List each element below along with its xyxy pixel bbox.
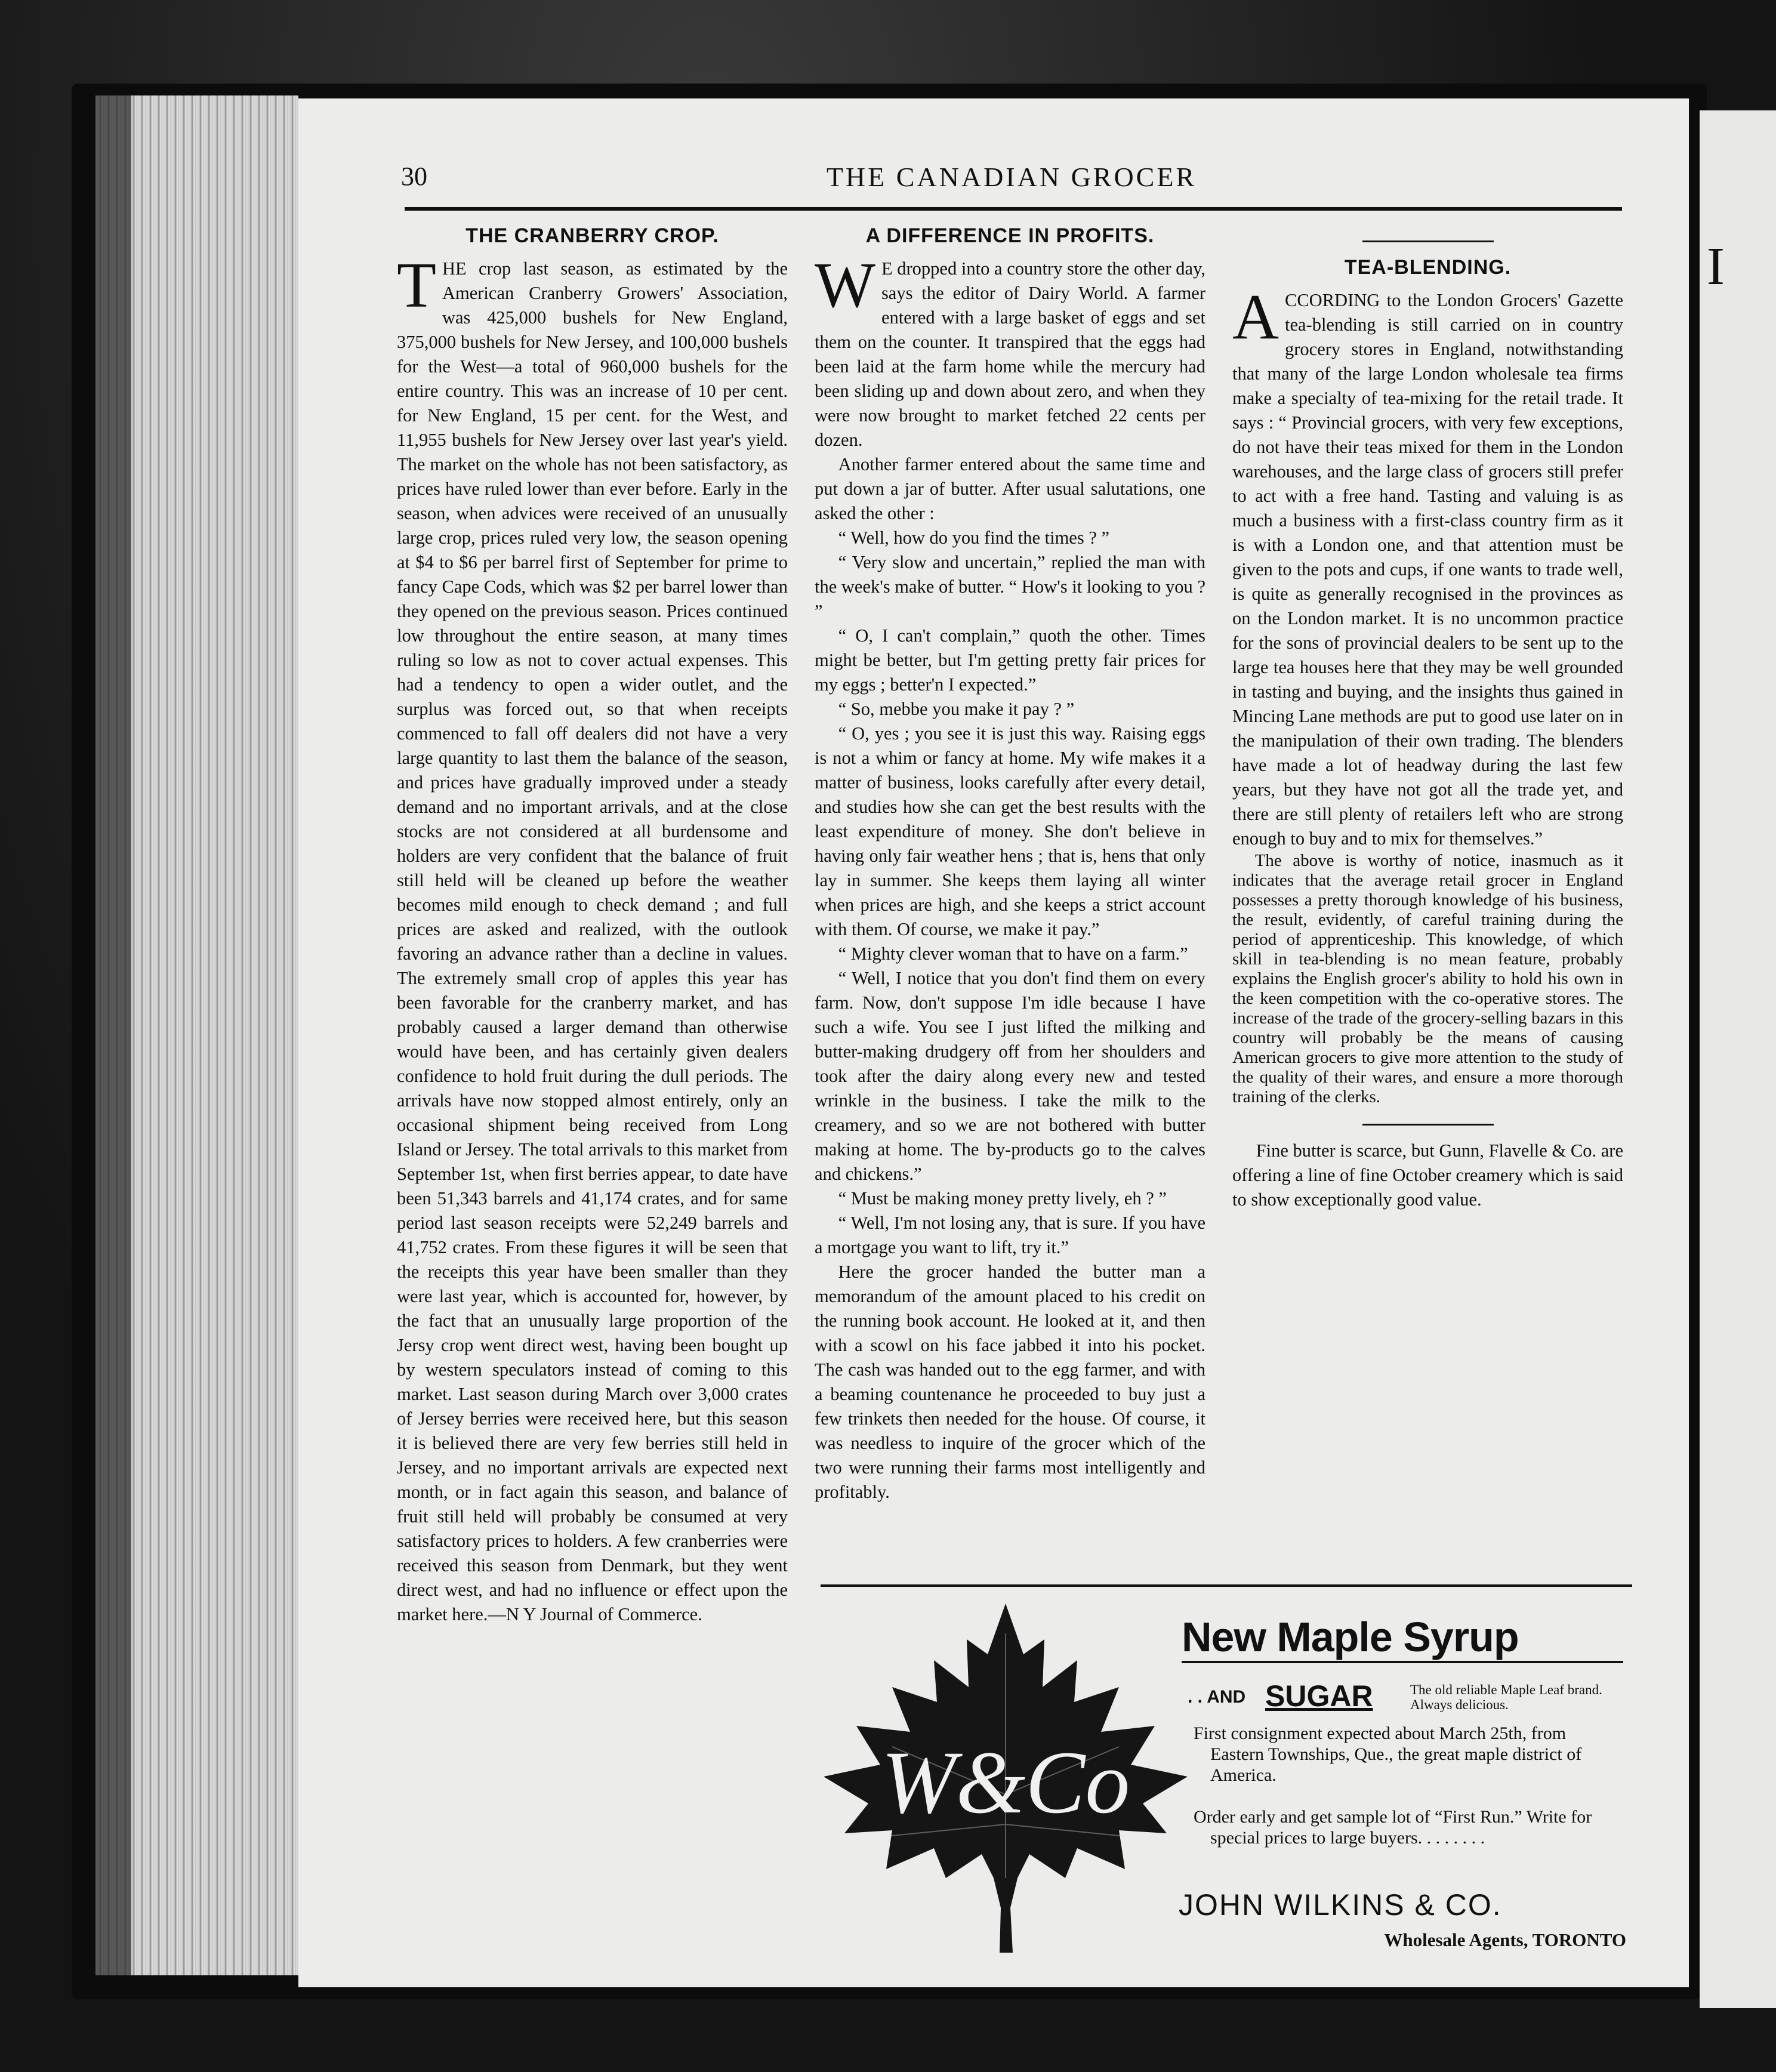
facing-page-edge: I xyxy=(1700,110,1776,2008)
ad-tagline: The old reliable Maple Leaf brand. Always delicious. xyxy=(1410,1682,1602,1712)
profits-paragraph: “ Well, I'm not losing any, that is sure. If you have a mortgage you want to lift, try it.” xyxy=(815,1213,1205,1257)
tea-paragraph: The above is worthy of notice, inasmuch as it indicates that the average retail grocer in England possesses a pretty thorough knowledge of his business, the result, evidently, of careful training during the period of apprenticeship. This knowledge, of which skill in tea-blending is no mean feature, probably explains the English grocer's ability to hold his own in the keen competition with the co-operative stores. The increase of the trade of the grocery-selling bazars in this country will probably be the means of causing American grocers to give more attention to the study of the quality of their wares, and ensure a more thorough training of the clerks. xyxy=(1232,851,1623,1106)
maple-leaf-icon xyxy=(821,1598,1191,1956)
profits-paragraph: “ Well, I notice that you don't find them on every farm. Now, don't suppose I'm idle because I have such a wife. You see I just lifted the milking and butter-making drudgery off from her shoulders and took after the dairy along every new and tested wrinkle in the business. I take the milk to the creamery, and so we are not bothered with butter making at home. The by-products go to the calves and chickens.” xyxy=(815,968,1205,1184)
advertisement-rule xyxy=(821,1584,1632,1587)
profits-paragraph: Another farmer entered about the same time and put down a jar of butter. After usual salutations, one asked the other : xyxy=(815,454,1205,523)
ad-firm-name: JOHN WILKINS & CO. xyxy=(1179,1888,1502,1922)
ad-and-label: . . AND xyxy=(1188,1687,1246,1707)
cranberry-paragraph: THE crop last season, as estimated by the American Cranberry Growers' Association, was 425,000 bushels for New England, 375,000 bushels for New Jersey, and 100,000 bushels for the West—a total of 960,000 bushels for the entire country. This was an increase of 10 per cent. for New England, 15 per cent. for the West, and 11,955 bushels for New Jersey over last year's yield. The market on the whole has not been satisfactory, as prices have ruled lower than ever before. Early in the season, when advices were received of an unusually large crop, prices ruled very low, the season opening at $4 to $6 per barrel first of September for prime to fancy Cape Cods, which was $2 per barrel lower than they opened on the previous season. Prices continued low throughout the entire season, at many times ruling so low as not to cover actual expenses. This had a tendency to open a wider outlet, and the surplus was forced out, so that when receipts commenced to fall off dealers did not have a very large quantity to last them the balance of the season, and prices have gradually improved under a steady demand and no important arrivals, and at the close stocks are not considered at all burdensome and holders are very confident that the balance of fruit still held will be cleaned up before the weather becomes mild enough to check demand ; and full prices are asked and realized, with the outlook favoring an advance rather than a decline in values. The extremely small crop of apples this year has been favorable for the cranberry market, and has probably caused a larger demand than otherwise would have been, and has certainly given dealers confidence to hold fruit during the dull periods. The arrivals have now stopped almost entirely, only an occasional shipment being received from Long Island or Jersey. The total arrivals to this market from September 1st, when first berries appear, to date have been 51,343 barrels and 41,174 crates, and for same period last season receipts were 52,249 barrels and 41,752 crates. From these figures it will be seen that the receipts this year have been smaller than they were last year, which is accounted for, however, by the fact that an unusually large proportion of the Jersy crop went direct west, having been bought up by western speculators instead of coming to this market. Last season during March over 3,000 crates of Jersey berries were received here, but this season it is believed there are very few berries still held in Jersey, and no important arrivals are expected next month, or in fact again this season, and balance of fruit still held will probably be consumed at very satisfactory prices to holders. A few cranberries were received this season from Denmark, but they went direct west, and had no influence or effect upon the market here.—N Y Journal of Commerce. xyxy=(397,250,788,1624)
profits-paragraph: “ Well, how do you find the times ? ” xyxy=(838,528,1110,548)
ad-order-text: Order early and get sample lot of “First Run.” Write for special prices to large buyers. . . . . . . . xyxy=(1194,1807,1592,1848)
profits-paragraph: “ Very slow and uncertain,” replied the man with the week's make of butter. “ How's it looking to you ? ” xyxy=(815,552,1205,621)
maple-syrup-advertisement xyxy=(821,1584,1632,1966)
page-header xyxy=(298,161,1689,197)
ad-sugar-label: SUGAR xyxy=(1265,1679,1373,1713)
page-number: 30 xyxy=(401,162,427,191)
butter-note: Fine butter is scarce, but Gunn, Flavelle & Co. are offering a line of fine October creamery which is said to show exceptionally good value. xyxy=(1232,1140,1623,1210)
column-tea xyxy=(1232,224,1623,1212)
section-rule xyxy=(1362,240,1494,242)
profits-paragraph: W E dropped into a country store the other day, says the editor of Dairy World. A farmer entered with a large basket of eggs and set them on the counter. It transpired that the eggs had been laid at the farm home while the mercury had been sliding up and down about zero, and when they were now brought to market fetched 22 cents per dozen. xyxy=(815,250,1205,450)
profits-paragraph: “ So, mebbe you make it pay ? ” xyxy=(838,699,1075,719)
ad-headline: New Maple Syrup xyxy=(1182,1614,1519,1660)
profits-paragraph: “ Must be making money pretty lively, eh ? ” xyxy=(838,1188,1167,1208)
profits-paragraph: Here the grocer handed the butter man a memorandum of the amount placed to his credit on the running book account. He looked at it, and then with a scowl on his face jabbed it into his pocket. The cash was handed out to the egg farmer, and with a beaming countenance he proceeded to buy just a few trinkets then needed for the house. Of course, it was needless to inquire of the grocer which of the two were running their farms most intelligently and profitably. xyxy=(815,1262,1205,1502)
profits-paragraph: “ O, yes ; you see it is just this way. Raising eggs is not a whim or fancy at home. My wife makes it a matter of business, looks carefully after every detail, and studies how she can get the best results with the least expenditure of money. She don't believe in having only fair weather hens ; that is, hens that only lay in summer. She keeps them laying all winter when prices are high, and she keeps a strict account with them. Of course, we make it pay.” xyxy=(815,723,1205,939)
ad-agents-line: Wholesale Agents, TORONTO xyxy=(1384,1929,1626,1950)
ad-consignment-text: First consignment expected about March 25th, from Eastern Townships, Que., the great maple district of America. xyxy=(1194,1723,1582,1785)
page-edges-shadow xyxy=(95,95,131,1975)
profits-dropcap: W xyxy=(815,250,875,321)
header-rule xyxy=(405,207,1622,211)
profits-article-title: A DIFFERENCE IN PROFITS. xyxy=(865,224,1155,247)
cranberry-dropcap: T xyxy=(397,250,436,321)
profits-paragraph: “ Mighty clever woman that to have on a farm.” xyxy=(838,944,1188,964)
section-rule xyxy=(1362,1124,1494,1126)
profits-paragraph: “ O, I can't complain,” quoth the other. Times might be better, but I'm getting pretty fair prices for my eggs ; better'n I expected.” xyxy=(815,625,1205,695)
tea-article-title: TEA-BLENDING. xyxy=(1344,256,1512,279)
column-profits xyxy=(815,224,1205,1504)
running-title: THE CANADIAN GROCER xyxy=(826,162,1197,192)
tea-dropcap: A xyxy=(1232,282,1279,353)
page-sheet xyxy=(298,98,1689,1987)
column-cranberry xyxy=(397,224,788,1627)
logo-monogram: W&Co xyxy=(881,1733,1130,1832)
cranberry-article-title: THE CRANBERRY CROP. xyxy=(465,224,719,247)
ad-headline-rule xyxy=(1182,1661,1623,1663)
tea-paragraph: ACCORDING to the London Grocers' Gazette tea-blending is still carried on in country grocery stores in England, notwithstanding that many of the large London wholesale tea firms make a specialty of tea-mixing for the retail trade. It says : “ Provincial grocers, with very few exceptions, do not have their teas mixed for them in the London warehouses, and the large class of grocers still prefer to act with a free hand. Tasting and valuing is as much a business with a first-class country firm as it is with a London one, and that attention must be given to the pots and cups, if one wants to trade well, is quite as generally recognised in the provinces as on the London market. It is no uncommon practice for the sons of provincial dealers to be sent up to the large tea houses here that they may be well grounded in tasting and buying, and the insights thus gained in Mincing Lane methods are put to good use later on in the manipulation of their own trading. The blenders have made a lot of headway during the last few years, but they have not got all the trade yet, and there are still plenty of retailers left who are strong enough to buy and to mix for themselves.” xyxy=(1232,282,1623,849)
